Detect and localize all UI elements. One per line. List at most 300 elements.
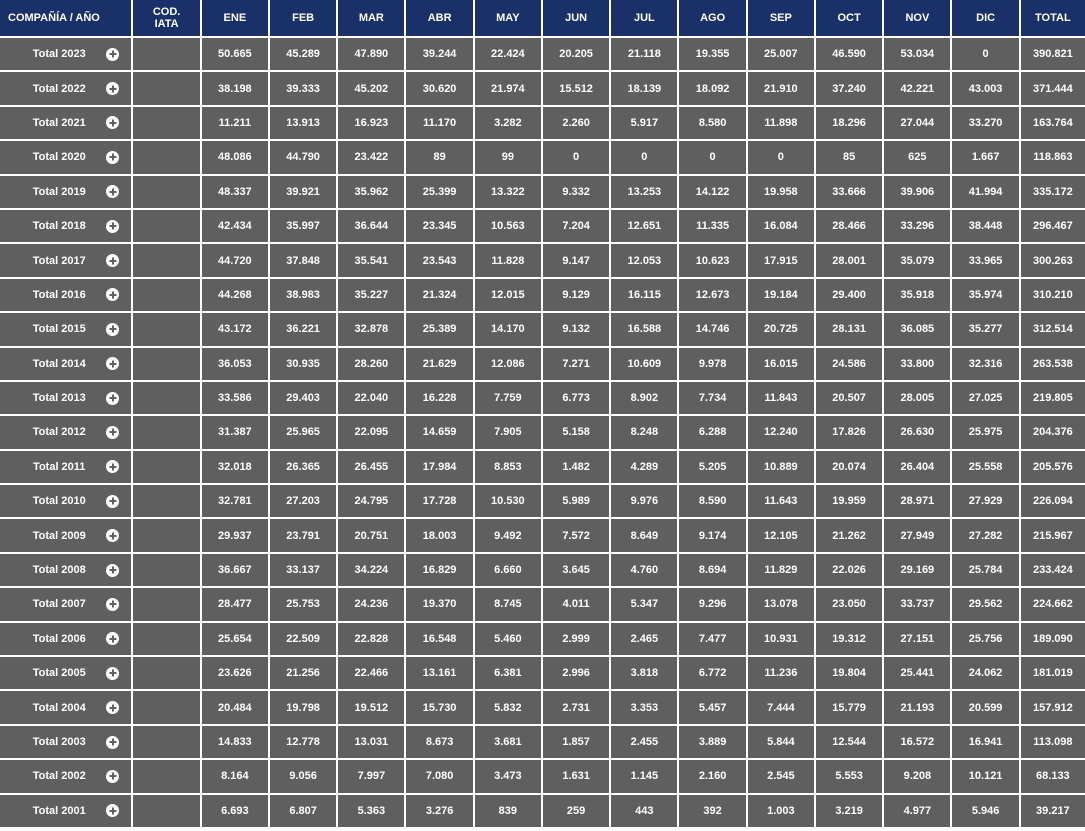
expand-plus-icon[interactable]: [106, 426, 119, 439]
value-cell: 9.978: [679, 348, 747, 382]
table-row: [0, 348, 1085, 382]
iata-cell: [133, 519, 201, 553]
value-cell: 7.444: [748, 691, 816, 725]
value-cell: 24.586: [816, 348, 884, 382]
value-cell: 21.262: [816, 519, 884, 553]
value-cell: 33.737: [884, 588, 952, 622]
iata-cell: [133, 279, 201, 313]
table-row: [0, 176, 1085, 210]
value-cell: 29.562: [952, 588, 1020, 622]
value-cell: 3.219: [816, 795, 884, 829]
value-cell: 11.211: [202, 107, 270, 141]
value-cell: 7.572: [543, 519, 611, 553]
column-header-may: MAY: [475, 0, 543, 38]
value-cell: 27.025: [952, 382, 1020, 416]
value-cell: 20.484: [202, 691, 270, 725]
table-row: [0, 554, 1085, 588]
row-label: Total 2016: [32, 288, 86, 301]
value-cell: 19.798: [270, 691, 338, 725]
row-label: Total 2021: [32, 116, 86, 129]
value-cell: 9.132: [543, 313, 611, 347]
value-cell: 26.630: [884, 416, 952, 450]
row-label: Total 2013: [32, 392, 86, 405]
expand-plus-icon[interactable]: [106, 701, 119, 714]
value-cell: 20.751: [338, 519, 406, 553]
value-cell: 47.890: [338, 38, 406, 72]
value-cell: 6.381: [475, 657, 543, 691]
value-cell: 20.205: [543, 38, 611, 72]
value-cell: 22.828: [338, 623, 406, 657]
value-cell: 14.170: [475, 313, 543, 347]
value-cell: 24.236: [338, 588, 406, 622]
expand-plus-icon[interactable]: [106, 770, 119, 783]
value-cell: 99: [475, 141, 543, 175]
value-cell: 28.260: [338, 348, 406, 382]
row-label: Total 2006: [32, 632, 86, 645]
value-cell: 9.492: [475, 519, 543, 553]
expand-plus-icon[interactable]: [106, 357, 119, 370]
expand-plus-icon[interactable]: [106, 288, 119, 301]
value-cell: 10.121: [952, 760, 1020, 794]
value-cell: 17.915: [748, 244, 816, 278]
value-cell: 27.949: [884, 519, 952, 553]
value-cell: 23.422: [338, 141, 406, 175]
value-cell: 30.620: [406, 72, 474, 106]
value-cell: 13.253: [611, 176, 679, 210]
value-cell: 11.236: [748, 657, 816, 691]
value-cell: 45.202: [338, 72, 406, 106]
value-cell: 42.221: [884, 72, 952, 106]
value-cell: 16.572: [884, 726, 952, 760]
total-cell: 335.172: [1021, 176, 1085, 210]
value-cell: 48.337: [202, 176, 270, 210]
value-cell: 10.931: [748, 623, 816, 657]
iata-cell: [133, 451, 201, 485]
expand-plus-icon[interactable]: [106, 495, 119, 508]
value-cell: 20.074: [816, 451, 884, 485]
table-row: [0, 279, 1085, 313]
row-label-cell: [0, 416, 133, 450]
value-cell: 13.913: [270, 107, 338, 141]
expand-plus-icon[interactable]: [106, 529, 119, 542]
value-cell: 3.818: [611, 657, 679, 691]
iata-cell: [133, 554, 201, 588]
value-cell: 32.781: [202, 485, 270, 519]
value-cell: 16.015: [748, 348, 816, 382]
row-label-cell: [0, 244, 133, 278]
value-cell: 16.829: [406, 554, 474, 588]
expand-plus-icon[interactable]: [106, 323, 119, 336]
row-label-cell: [0, 691, 133, 725]
expand-plus-icon[interactable]: [106, 564, 119, 577]
value-cell: 19.959: [816, 485, 884, 519]
value-cell: 39.333: [270, 72, 338, 106]
value-cell: 35.079: [884, 244, 952, 278]
value-cell: 33.965: [952, 244, 1020, 278]
value-cell: 35.541: [338, 244, 406, 278]
value-cell: 8.164: [202, 760, 270, 794]
column-header-iata: COD. IATA: [133, 0, 201, 38]
value-cell: 25.389: [406, 313, 474, 347]
value-cell: 24.795: [338, 485, 406, 519]
value-cell: 19.184: [748, 279, 816, 313]
value-cell: 9.174: [679, 519, 747, 553]
value-cell: 7.997: [338, 760, 406, 794]
value-cell: 17.984: [406, 451, 474, 485]
row-label-cell: [0, 760, 133, 794]
value-cell: 44.268: [202, 279, 270, 313]
value-cell: 7.905: [475, 416, 543, 450]
row-label-cell: [0, 554, 133, 588]
table-row: [0, 210, 1085, 244]
value-cell: 28.477: [202, 588, 270, 622]
value-cell: 443: [611, 795, 679, 829]
row-label-cell: [0, 657, 133, 691]
row-label-cell: [0, 348, 133, 382]
column-header-oct: OCT: [816, 0, 884, 38]
value-cell: 9.296: [679, 588, 747, 622]
value-cell: 17.826: [816, 416, 884, 450]
value-cell: 19.512: [338, 691, 406, 725]
value-cell: 21.974: [475, 72, 543, 106]
expand-plus-icon[interactable]: [106, 82, 119, 95]
total-cell: 296.467: [1021, 210, 1085, 244]
value-cell: 14.122: [679, 176, 747, 210]
value-cell: 12.105: [748, 519, 816, 553]
value-cell: 19.804: [816, 657, 884, 691]
value-cell: 14.746: [679, 313, 747, 347]
value-cell: 23.543: [406, 244, 474, 278]
row-label: Total 2015: [32, 323, 86, 336]
row-label-cell: [0, 107, 133, 141]
value-cell: 12.544: [816, 726, 884, 760]
value-cell: 33.586: [202, 382, 270, 416]
row-label: Total 2019: [32, 185, 86, 198]
expand-plus-icon[interactable]: [106, 116, 119, 129]
value-cell: 16.084: [748, 210, 816, 244]
row-label: Total 2023: [32, 48, 86, 61]
table-row: [0, 244, 1085, 278]
row-label: Total 2018: [32, 220, 86, 233]
total-cell: 233.424: [1021, 554, 1085, 588]
value-cell: 5.844: [748, 726, 816, 760]
column-header-jun: JUN: [543, 0, 611, 38]
value-cell: 18.296: [816, 107, 884, 141]
table-row: [0, 588, 1085, 622]
iata-cell: [133, 657, 201, 691]
value-cell: 10.530: [475, 485, 543, 519]
value-cell: 37.240: [816, 72, 884, 106]
value-cell: 13.031: [338, 726, 406, 760]
row-label: Total 2001: [32, 804, 86, 817]
value-cell: 35.918: [884, 279, 952, 313]
expand-plus-icon[interactable]: [106, 48, 119, 61]
value-cell: 10.609: [611, 348, 679, 382]
value-cell: 36.053: [202, 348, 270, 382]
value-cell: 8.248: [611, 416, 679, 450]
column-header-feb: FEB: [270, 0, 338, 38]
value-cell: 13.322: [475, 176, 543, 210]
value-cell: 23.345: [406, 210, 474, 244]
total-cell: 224.662: [1021, 588, 1085, 622]
value-cell: 3.889: [679, 726, 747, 760]
table-row: [0, 691, 1085, 725]
total-cell: 219.805: [1021, 382, 1085, 416]
value-cell: 7.477: [679, 623, 747, 657]
value-cell: 6.807: [270, 795, 338, 829]
expand-plus-icon[interactable]: [106, 632, 119, 645]
value-cell: 7.271: [543, 348, 611, 382]
value-cell: 11.843: [748, 382, 816, 416]
value-cell: 28.001: [816, 244, 884, 278]
value-cell: 35.997: [270, 210, 338, 244]
value-cell: 2.455: [611, 726, 679, 760]
value-cell: 33.666: [816, 176, 884, 210]
row-label-cell: [0, 141, 133, 175]
value-cell: 85: [816, 141, 884, 175]
expand-plus-icon[interactable]: [106, 667, 119, 680]
expand-plus-icon[interactable]: [106, 804, 119, 817]
table-body: [0, 38, 1085, 829]
value-cell: 0: [748, 141, 816, 175]
total-cell: 157.912: [1021, 691, 1085, 725]
value-cell: 23.791: [270, 519, 338, 553]
table-row: [0, 72, 1085, 106]
total-cell: 390.821: [1021, 38, 1085, 72]
iata-cell: [133, 72, 201, 106]
value-cell: 2.260: [543, 107, 611, 141]
value-cell: 5.917: [611, 107, 679, 141]
value-cell: 8.590: [679, 485, 747, 519]
expand-plus-icon[interactable]: [106, 598, 119, 611]
value-cell: 5.158: [543, 416, 611, 450]
value-cell: 29.169: [884, 554, 952, 588]
column-header-ago: AGO: [679, 0, 747, 38]
value-cell: 0: [543, 141, 611, 175]
value-cell: 30.935: [270, 348, 338, 382]
iata-cell: [133, 313, 201, 347]
value-cell: 20.725: [748, 313, 816, 347]
value-cell: 41.994: [952, 176, 1020, 210]
value-cell: 21.629: [406, 348, 474, 382]
row-label: Total 2009: [32, 529, 86, 542]
value-cell: 45.289: [270, 38, 338, 72]
value-cell: 35.974: [952, 279, 1020, 313]
value-cell: 39.906: [884, 176, 952, 210]
value-cell: 22.095: [338, 416, 406, 450]
value-cell: 1.145: [611, 760, 679, 794]
value-cell: 33.800: [884, 348, 952, 382]
iata-cell: [133, 795, 201, 829]
value-cell: 27.203: [270, 485, 338, 519]
value-cell: 19.355: [679, 38, 747, 72]
table-row: [0, 107, 1085, 141]
table-row: [0, 451, 1085, 485]
value-cell: 22.026: [816, 554, 884, 588]
value-cell: 7.759: [475, 382, 543, 416]
value-cell: 25.965: [270, 416, 338, 450]
value-cell: 22.424: [475, 38, 543, 72]
total-cell: 263.538: [1021, 348, 1085, 382]
value-cell: 1.003: [748, 795, 816, 829]
value-cell: 20.599: [952, 691, 1020, 725]
value-cell: 3.276: [406, 795, 474, 829]
value-cell: 5.363: [338, 795, 406, 829]
value-cell: 9.332: [543, 176, 611, 210]
iata-cell: [133, 588, 201, 622]
row-label-cell: [0, 210, 133, 244]
table-row: [0, 382, 1085, 416]
value-cell: 21.118: [611, 38, 679, 72]
value-cell: 0: [611, 141, 679, 175]
value-cell: 6.773: [543, 382, 611, 416]
value-cell: 8.580: [679, 107, 747, 141]
value-cell: 89: [406, 141, 474, 175]
value-cell: 1.631: [543, 760, 611, 794]
value-cell: 34.224: [338, 554, 406, 588]
row-label-cell: [0, 588, 133, 622]
iata-cell: [133, 623, 201, 657]
value-cell: 21.324: [406, 279, 474, 313]
total-cell: 226.094: [1021, 485, 1085, 519]
row-label-cell: [0, 485, 133, 519]
value-cell: 3.681: [475, 726, 543, 760]
expand-plus-icon[interactable]: [106, 151, 119, 164]
table-row: [0, 623, 1085, 657]
value-cell: 36.221: [270, 313, 338, 347]
value-cell: 2.465: [611, 623, 679, 657]
value-cell: 11.829: [748, 554, 816, 588]
table-row: [0, 519, 1085, 553]
column-header-ene: ENE: [202, 0, 270, 38]
table-header-row: [0, 0, 1085, 38]
row-label: Total 2007: [32, 598, 86, 611]
row-label: Total 2022: [32, 82, 86, 95]
value-cell: 26.404: [884, 451, 952, 485]
expand-plus-icon[interactable]: [106, 254, 119, 267]
expand-plus-icon[interactable]: [106, 220, 119, 233]
row-label: Total 2012: [32, 426, 86, 439]
column-header-company: COMPAÑÍA / AÑO: [0, 0, 133, 38]
value-cell: 10.889: [748, 451, 816, 485]
total-cell: 118.863: [1021, 141, 1085, 175]
value-cell: 21.193: [884, 691, 952, 725]
value-cell: 12.053: [611, 244, 679, 278]
value-cell: 33.137: [270, 554, 338, 588]
iata-cell: [133, 107, 201, 141]
row-label: Total 2020: [32, 151, 86, 164]
column-header-dic: DIC: [952, 0, 1020, 38]
row-label-cell: [0, 795, 133, 829]
value-cell: 38.198: [202, 72, 270, 106]
value-cell: 29.400: [816, 279, 884, 313]
value-cell: 16.548: [406, 623, 474, 657]
value-cell: 29.937: [202, 519, 270, 553]
value-cell: 4.011: [543, 588, 611, 622]
total-cell: 300.263: [1021, 244, 1085, 278]
total-cell: 113.098: [1021, 726, 1085, 760]
value-cell: 48.086: [202, 141, 270, 175]
value-cell: 10.563: [475, 210, 543, 244]
value-cell: 5.460: [475, 623, 543, 657]
value-cell: 18.003: [406, 519, 474, 553]
row-label: Total 2008: [32, 564, 86, 577]
value-cell: 25.399: [406, 176, 474, 210]
iata-cell: [133, 485, 201, 519]
value-cell: 39.244: [406, 38, 474, 72]
value-cell: 37.848: [270, 244, 338, 278]
value-cell: 28.971: [884, 485, 952, 519]
value-cell: 26.365: [270, 451, 338, 485]
value-cell: 31.387: [202, 416, 270, 450]
row-label: Total 2005: [32, 667, 86, 680]
value-cell: 4.977: [884, 795, 952, 829]
value-cell: 15.512: [543, 72, 611, 106]
iata-cell: [133, 691, 201, 725]
value-cell: 9.129: [543, 279, 611, 313]
column-header-mar: MAR: [338, 0, 406, 38]
table-row: [0, 760, 1085, 794]
value-cell: 38.448: [952, 210, 1020, 244]
value-cell: 25.784: [952, 554, 1020, 588]
value-cell: 32.316: [952, 348, 1020, 382]
value-cell: 36.644: [338, 210, 406, 244]
total-cell: 204.376: [1021, 416, 1085, 450]
value-cell: 8.649: [611, 519, 679, 553]
value-cell: 8.694: [679, 554, 747, 588]
value-cell: 19.958: [748, 176, 816, 210]
value-cell: 33.270: [952, 107, 1020, 141]
value-cell: 8.673: [406, 726, 474, 760]
value-cell: 27.044: [884, 107, 952, 141]
iata-cell: [133, 176, 201, 210]
value-cell: 27.929: [952, 485, 1020, 519]
value-cell: 12.240: [748, 416, 816, 450]
total-cell: 205.576: [1021, 451, 1085, 485]
iata-cell: [133, 348, 201, 382]
value-cell: 27.282: [952, 519, 1020, 553]
value-cell: 5.205: [679, 451, 747, 485]
expand-plus-icon[interactable]: [106, 185, 119, 198]
value-cell: 21.910: [748, 72, 816, 106]
value-cell: 13.078: [748, 588, 816, 622]
value-cell: 259: [543, 795, 611, 829]
row-label: Total 2003: [32, 736, 86, 748]
value-cell: 3.282: [475, 107, 543, 141]
value-cell: 7.080: [406, 760, 474, 794]
value-cell: 36.085: [884, 313, 952, 347]
value-cell: 4.760: [611, 554, 679, 588]
value-cell: 32.878: [338, 313, 406, 347]
expand-plus-icon[interactable]: [106, 392, 119, 405]
value-cell: 35.277: [952, 313, 1020, 347]
expand-plus-icon[interactable]: [106, 460, 119, 473]
table-row: [0, 726, 1085, 760]
value-cell: 3.473: [475, 760, 543, 794]
value-cell: 17.728: [406, 485, 474, 519]
value-cell: 11.170: [406, 107, 474, 141]
value-cell: 1.482: [543, 451, 611, 485]
value-cell: 25.007: [748, 38, 816, 72]
value-cell: 32.018: [202, 451, 270, 485]
value-cell: 12.673: [679, 279, 747, 313]
iata-cell: [133, 141, 201, 175]
value-cell: 12.651: [611, 210, 679, 244]
expand-plus-icon[interactable]: [106, 736, 119, 749]
value-cell: 16.941: [952, 726, 1020, 760]
row-label-cell: [0, 72, 133, 106]
value-cell: 16.588: [611, 313, 679, 347]
